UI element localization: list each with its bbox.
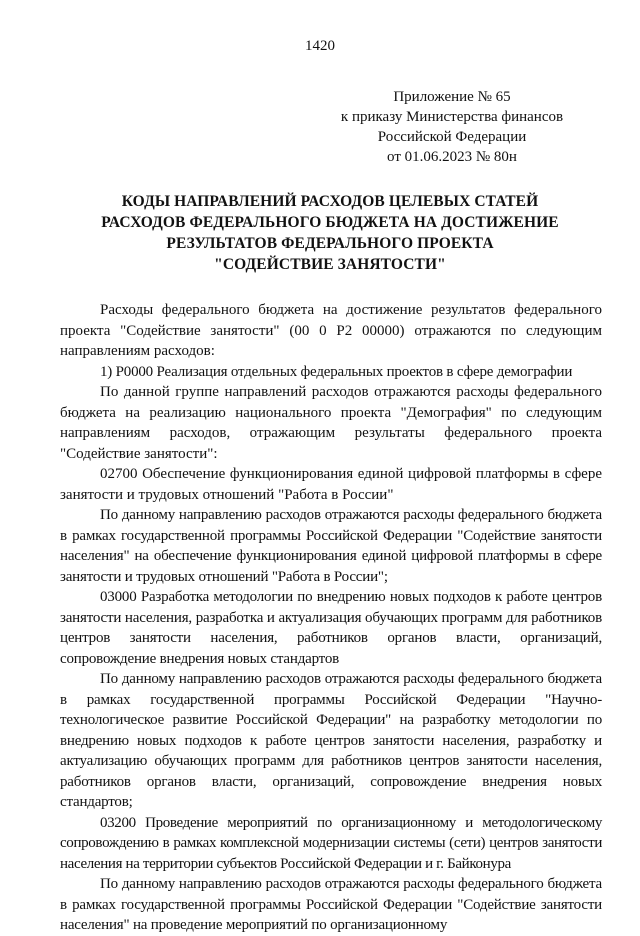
document-title bbox=[60, 191, 600, 275]
paragraph-code-item: 03200 Проведение мероприятий по организационному и методологическому сопровождению в рамках комплексной модернизации системы (сети) центров занятости населения на территории субъектов Российской Федерации и г. Байконура bbox=[60, 814, 602, 872]
title-line: "СОДЕЙСТВИЕ ЗАНЯТОСТИ" bbox=[214, 256, 446, 273]
document-body bbox=[60, 300, 602, 936]
title-line: РЕЗУЛЬТАТОВ ФЕДЕРАЛЬНОГО ПРОЕКТА bbox=[166, 235, 494, 252]
paragraph-section-heading: 1) Р0000 Реализация отдельных федеральных проектов в сфере демографии bbox=[100, 363, 573, 380]
paragraph-intro: Расходы федерального бюджета на достижение результатов федерального проекта "Содействие занятости" (00 0 Р2 00000) отражаются по следующим направлениям расходов: bbox=[60, 302, 602, 359]
paragraph: По данной группе направлений расходов отражаются расходы федерального бюджета на реализацию национального проекта "Демография" по следующим направлениям расходов, отражающим результаты федерального проекта "Содействие занятости": bbox=[60, 384, 602, 462]
paragraph: По данному направлению расходов отражаются расходы федерального бюджета в рамках государственной программы Российской Федерации "Научно-технологическое развитие Российской Федерации" на разработку методологии по внедрению новых подходов к работе центров занятости населения, разработку и актуализацию обучающих программ для работников центров занятости населения, работников органов власти, организаций, сопровождение внедрения новых стандартов; bbox=[60, 671, 602, 810]
page-number: 1420 bbox=[305, 38, 335, 54]
title-line: КОДЫ НАПРАВЛЕНИЙ РАСХОДОВ ЦЕЛЕВЫХ СТАТЕЙ bbox=[121, 193, 539, 210]
paragraph: По данному направлению расходов отражаются расходы федерального бюджета в рамках государственной программы Российской Федерации "Содействие занятости населения" на проведение мероприятий по организационному bbox=[60, 876, 602, 933]
paragraph-code-item: 03000 Разработка методологии по внедрению новых подходов к работе центров занятости населения, разработка и актуализация обучающих программ для работников центров занятости населения, работников органов власти, организаций, сопровождение внедрения новых стандартов bbox=[60, 589, 602, 667]
appendix-line: к приказу Министерства финансов bbox=[340, 109, 564, 125]
paragraph: По данному направлению расходов отражаются расходы федерального бюджета в рамках государственной программы Российской Федерации "Содействие занятости населения" на обеспечение функционирования единой цифровой платформы в сфере занятости и трудовых отношений "Работа в России"; bbox=[60, 507, 602, 585]
appendix-line: Российской Федерации bbox=[377, 129, 527, 145]
appendix-line: Приложение № 65 bbox=[393, 89, 511, 105]
appendix-header bbox=[332, 87, 572, 167]
title-line: РАСХОДОВ ФЕДЕРАЛЬНОГО БЮДЖЕТА НА ДОСТИЖЕНИЕ bbox=[101, 214, 559, 231]
appendix-line: от 01.06.2023 № 80н bbox=[387, 149, 517, 165]
paragraph-code-item: 02700 Обеспечение функционирования единой цифровой платформы в сфере занятости и трудовых отношений "Работа в России" bbox=[60, 466, 602, 503]
